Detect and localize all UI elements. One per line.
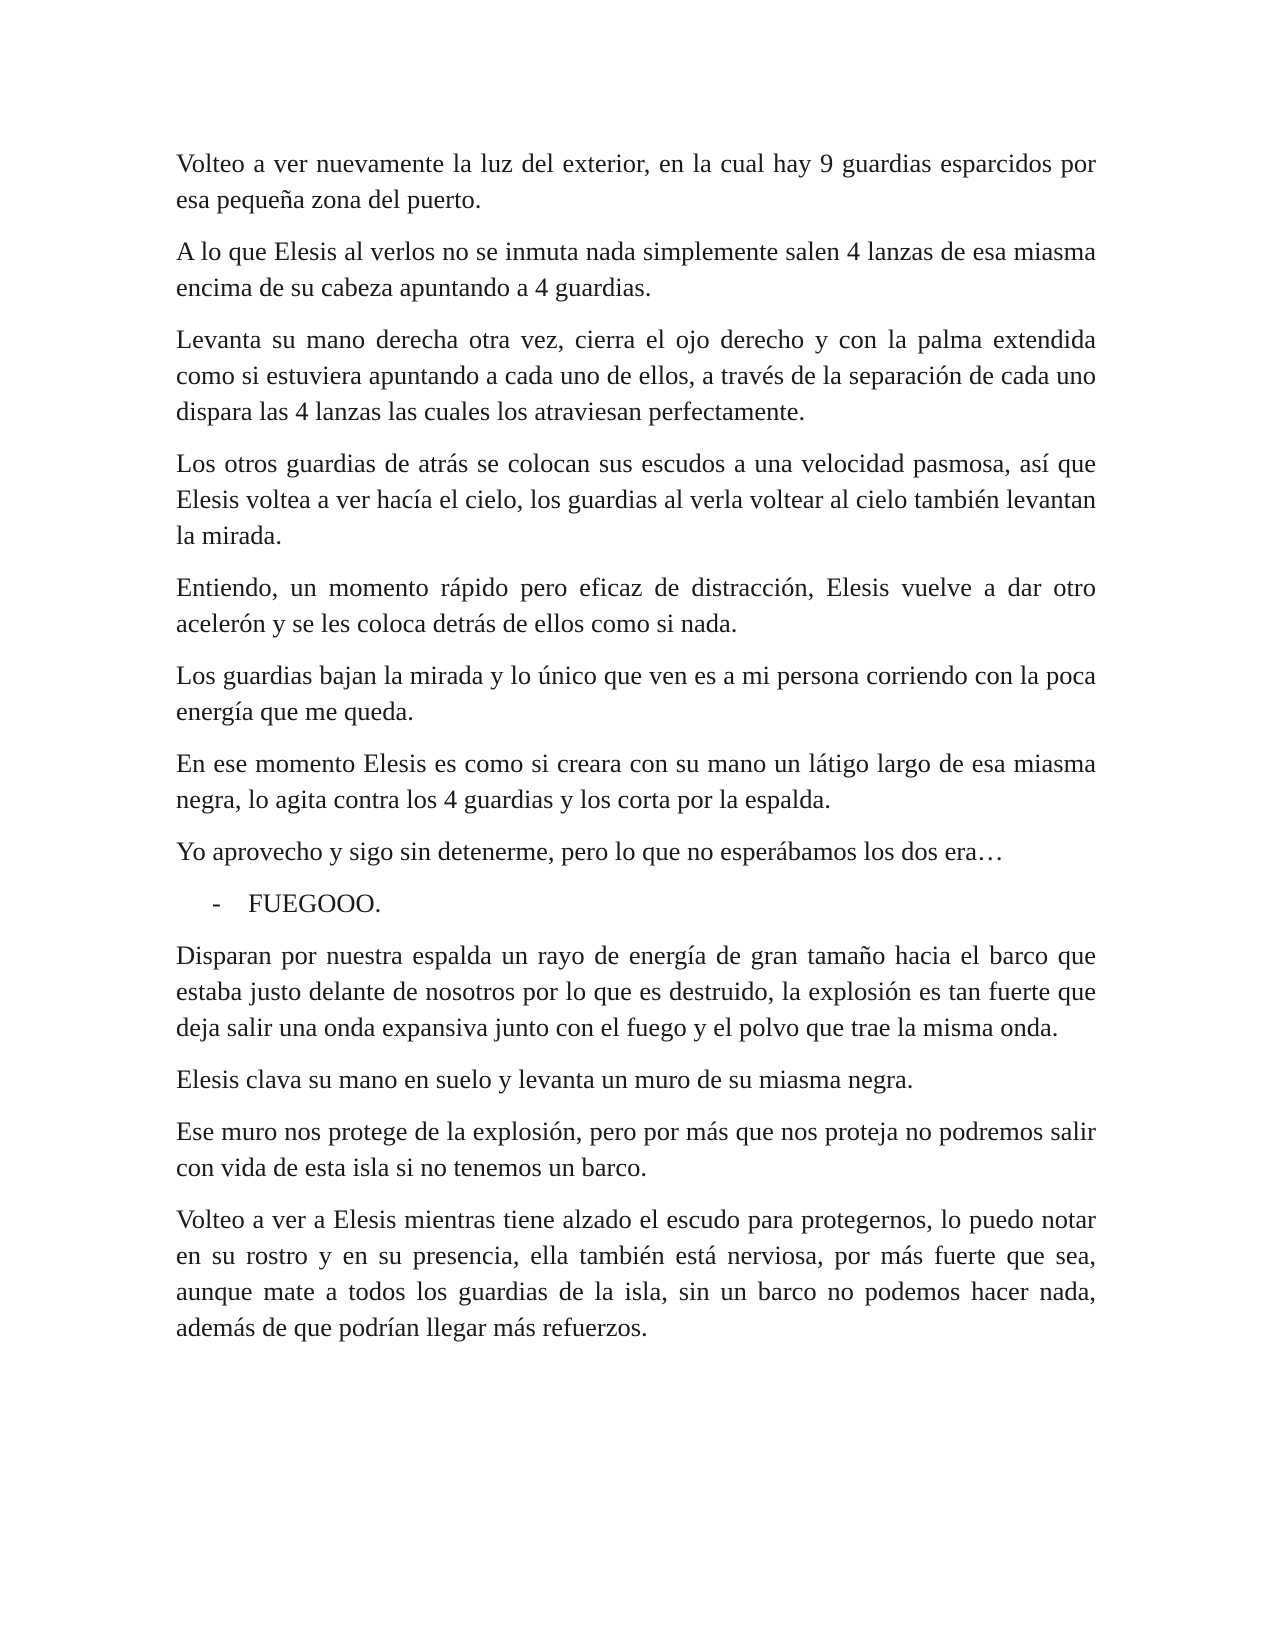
dialogue-line (176, 885, 1096, 921)
document-body (176, 145, 1096, 1361)
paragraph-2: A lo que Elesis al verlos no se inmuta nada simplemente salen 4 lanzas de esa miasma encima de su cabeza apuntando a 4 guardias. (176, 236, 1096, 302)
paragraph-11: Ese muro nos protege de la explosión, pero por más que nos proteja no podremos salir con vida de esta isla si no tenemos un barco. (176, 1116, 1096, 1182)
paragraph-8: Yo aprovecho y sigo sin detenerme, pero lo que no esperábamos los dos era… (176, 836, 1004, 866)
paragraph-7: En ese momento Elesis es como si creara con su mano un látigo largo de esa miasma negra, lo agita contra los 4 guardias y los corta por la espalda. (176, 748, 1096, 814)
paragraph-10: Elesis clava su mano en suelo y levanta un muro de su miasma negra. (176, 1064, 914, 1094)
dialogue-text: FUEGOOO. (248, 888, 382, 918)
paragraph-1: Volteo a ver nuevamente la luz del exterior, en la cual hay 9 guardias esparcidos por esa pequeña zona del puerto. (176, 148, 1096, 214)
paragraph-4: Los otros guardias de atrás se colocan sus escudos a una velocidad pasmosa, así que Elesis voltea a ver hacía el cielo, los guardias al verla voltear al cielo también levantan la mirada. (176, 448, 1096, 550)
paragraph-5: Entiendo, un momento rápido pero eficaz de distracción, Elesis vuelve a dar otro acelerón y se les coloca detrás de ellos como si nada. (176, 572, 1096, 638)
dialogue-dash: - (212, 888, 221, 918)
paragraph-12: Volteo a ver a Elesis mientras tiene alzado el escudo para protegernos, lo puedo notar en su rostro y en su presencia, ella también está nerviosa, por más fuerte que sea, aunque mate a todos los guardias de la isla, sin un barco no podemos hacer nada, además de que podrían llegar más refuerzos. (176, 1204, 1096, 1342)
paragraph-6: Los guardias bajan la mirada y lo único que ven es a mi persona corriendo con la poca energía que me queda. (176, 660, 1096, 726)
paragraph-9: Disparan por nuestra espalda un rayo de energía de gran tamaño hacia el barco que estaba justo delante de nosotros por lo que es destruido, la explosión es tan fuerte que deja salir una onda expansiva junto con el fuego y el polvo que trae la misma onda. (176, 940, 1096, 1042)
paragraph-3: Levanta su mano derecha otra vez, cierra el ojo derecho y con la palma extendida como si estuviera apuntando a cada uno de ellos, a través de la separación de cada uno dispara las 4 lanzas las cuales los atraviesan perfectamente. (176, 324, 1096, 426)
